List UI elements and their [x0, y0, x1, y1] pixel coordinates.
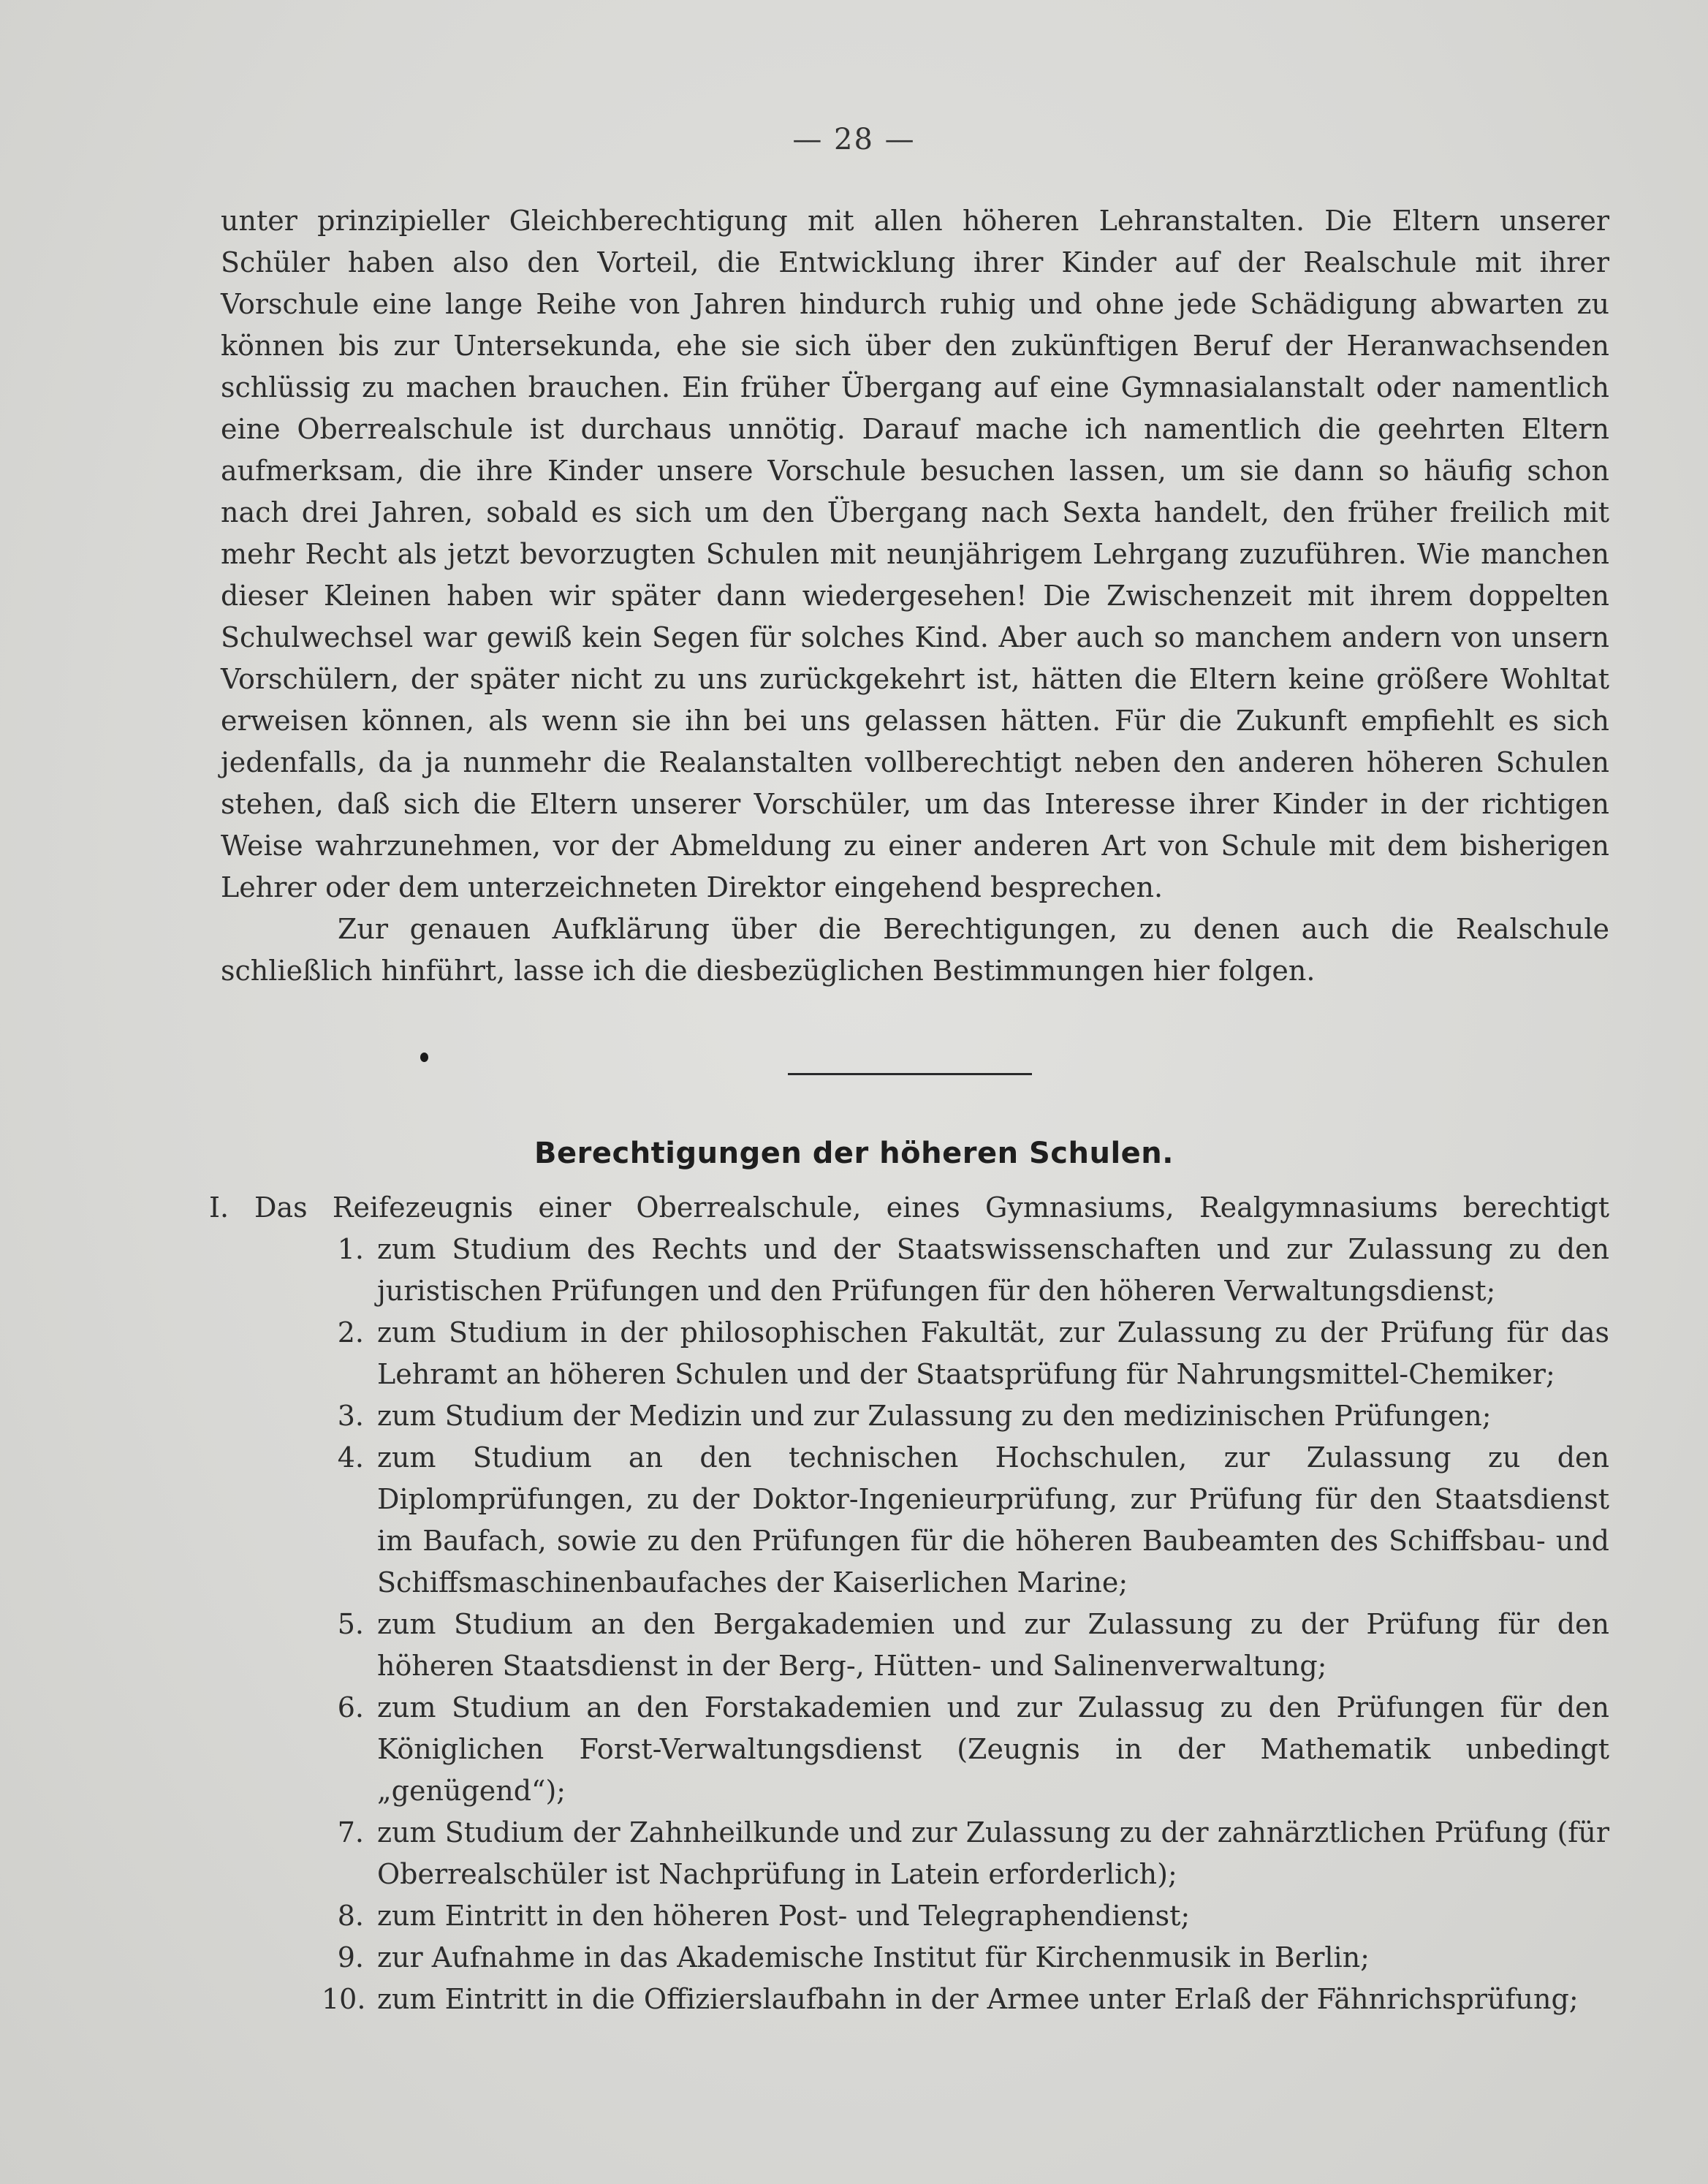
item-text: zum Studium der Zahnheilkunde und zur Zulassung zu der zahnärztlichen Prüfung (für Oberrealschüler ist Nachprüfung in Latein erforderlich);	[377, 1816, 1609, 1890]
section-intro	[209, 1187, 1609, 1229]
section-title: Berechtigungen der höheren Schulen.	[534, 1137, 1174, 1170]
page-number: — 28 —	[792, 123, 916, 156]
item-number: 9.	[337, 1941, 364, 1973]
ink-dot	[420, 1053, 428, 1062]
item-text: zum Eintritt in die Offizierslaufbahn in der Armee unter Erlaß der Fähnrichsprüfung;	[377, 1983, 1579, 2015]
item-number: 8.	[337, 1900, 364, 1932]
paragraph-1: unter prinzipieller Gleichberechtigung mit allen höheren Lehranstalten. Die Eltern unserer Schüler haben also den Vorteil, die Entwicklung ihrer Kinder auf der Realschule mit ihrer Vorschule eine lange Reihe von Jahren hindurch ruhig und ohne jede Schädigung abwarten zu können bis zur Untersekunda, ehe sie sich über den zukünftigen Beruf der Heranwachsenden schlüssig zu machen brauchen. Ein früher Übergang auf eine Gymnasialanstalt oder namentlich eine Oberrealschule ist durchaus unnötig. Darauf mache ich namentlich die geehrten Eltern aufmerksam, die ihre Kinder unsere Vorschule besuchen lassen, um sie dann so häufig schon nach drei Jahren, sobald es sich um den Übergang nach Sexta handelt, den früher freilich mit mehr Recht als jetzt bevorzugten Schulen mit neunjährigem Lehrgang zuzuführen. Wie manchen dieser Kleinen haben wir später dann wiedergesehen! Die Zwischenzeit mit ihrem doppelten Schulwechsel war gewiß kein Segen für solches Kind. Aber auch so manchem andern von unsern Vorschülern, der später nicht zu uns zurückgekehrt ist, hätten die Eltern keine größere Wohltat erweisen können, als wenn sie ihn bei uns gelassen hätten. Für die Zukunft empfiehlt es sich jedenfalls, da ja nunmehr die Realanstalten vollberechtigt neben den anderen höheren Schulen stehen, daß sich die Eltern unserer Vorschüler, um das Interesse ihrer Kinder in der richtigen Weise wahrzunehmen, vor der Abmeldung zu einer anderen Art von Schule mit dem bisherigen Lehrer oder dem unterzeichneten Direktor eingehend besprechen.	[221, 205, 1609, 903]
list-item	[322, 1312, 1609, 1395]
item-number: 3.	[337, 1400, 364, 1432]
list-item	[322, 1979, 1609, 2020]
section-separator	[788, 1073, 1032, 1075]
list-item	[322, 1937, 1609, 1979]
item-number: 2.	[337, 1316, 364, 1349]
intro-text: Das Reifezeugnis einer Oberrealschule, eines Gymnasiums, Realgymnasiums berechtigt	[254, 1191, 1609, 1224]
item-text: zum Studium an den Bergakademien und zur Zulassung zu der Prüfung für den höheren Staatsdienst in der Berg-, Hütten- und Salinenverwaltung;	[377, 1608, 1609, 1682]
list-item	[322, 1395, 1609, 1437]
item-number: 6.	[337, 1691, 364, 1724]
list-item	[322, 1229, 1609, 1312]
item-text: zum Studium an den technischen Hochschulen, zur Zulassung zu den Diplomprüfungen, zu der Doktor-Ingenieurprüfung, zur Prüfung für den Staatsdienst im Baufach, sowie zu den Prüfungen für die höheren Baubeamten des Schiffsbau- und Schiffsmaschinenbaufaches der Kaiserlichen Marine;	[377, 1441, 1609, 1599]
entitlements-list	[322, 1229, 1609, 2020]
intro-numeral: I.	[209, 1191, 229, 1224]
list-item	[322, 1604, 1609, 1687]
body-text	[221, 200, 1609, 992]
item-number: 5.	[337, 1608, 364, 1640]
item-text: zur Aufnahme in das Akademische Institut für Kirchenmusik in Berlin;	[377, 1941, 1370, 1973]
list-item	[322, 1687, 1609, 1812]
item-number: 7.	[337, 1816, 364, 1849]
item-text: zum Studium der Medizin und zur Zulassung zu den medizinischen Prüfungen;	[377, 1400, 1492, 1432]
item-text: zum Studium an den Forstakademien und zur Zulassug zu den Prüfungen für den Königlichen Forst-Verwaltungsdienst (Zeugnis in der Mathematik unbedingt „genügend“);	[377, 1691, 1609, 1807]
item-number: 4.	[337, 1441, 364, 1474]
list-item	[322, 1437, 1609, 1604]
item-text: zum Studium des Rechts und der Staatswissenschaften und zur Zulassung zu den juristischen Prüfungen und den Prüfungen für den höheren Verwaltungsdienst;	[377, 1233, 1609, 1307]
item-text: zum Studium in der philosophischen Fakultät, zur Zulassung zu der Prüfung für das Lehramt an höheren Schulen und der Staatsprüfung für Nahrungsmittel-Chemiker;	[377, 1316, 1609, 1390]
list-item	[322, 1895, 1609, 1937]
paragraph-2: Zur genauen Aufklärung über die Berechtigungen, zu denen auch die Realschule schließlich hinführt, lasse ich die diesbezüglichen Bestimmungen hier folgen.	[221, 913, 1609, 987]
item-number: 1.	[337, 1233, 364, 1265]
list-item	[322, 1812, 1609, 1895]
item-text: zum Eintritt in den höheren Post- und Telegraphendienst;	[377, 1900, 1191, 1932]
item-number: 10.	[322, 1983, 366, 2015]
